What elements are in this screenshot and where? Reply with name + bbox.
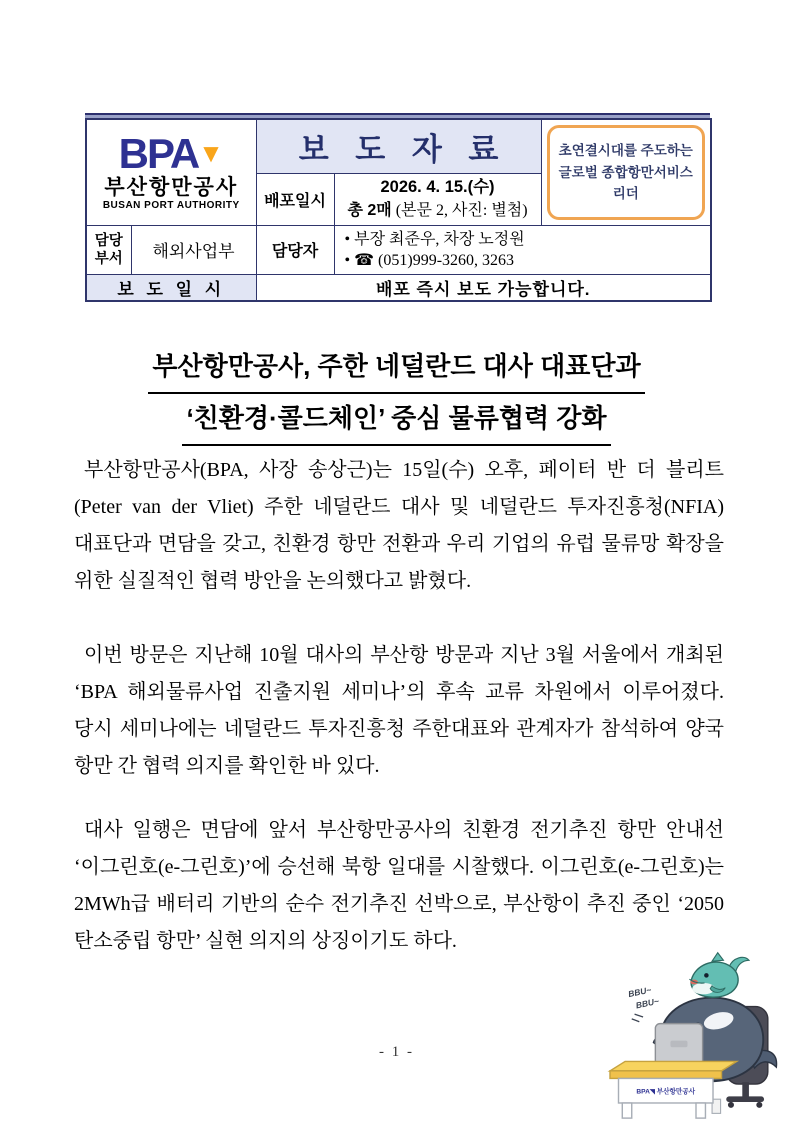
desk: [610, 1061, 737, 1118]
slogan-badge-cell: [541, 119, 711, 225]
header-table-block: [85, 113, 710, 302]
press-info-table: [85, 118, 712, 302]
laptop-logo-mark: [670, 1041, 687, 1048]
slogan-badge: [547, 125, 706, 220]
slogan-line1: 초연결시대를 주도하는: [558, 143, 693, 158]
release-pages: 총 2매 (본문 2, 사진: 별첨): [347, 202, 528, 220]
page-number: - 1 -: [379, 1044, 414, 1060]
title-line1: 부산항만공사, 주한 네덜란드 대사 대표단과: [148, 342, 644, 394]
contact-info: [334, 225, 711, 274]
contact-names: • 부장 최준우, 차장 노정원: [344, 230, 525, 248]
bpa-logo: [86, 119, 256, 225]
release-date: 2026. 4. 15.(수): [380, 178, 495, 197]
bpa-logo-triangle-icon: ▼: [198, 137, 224, 168]
report-time-label: 보 도 일 시: [86, 274, 256, 301]
doc-type-title: 보 도 자 료: [256, 119, 541, 173]
desk-leg-left: [622, 1103, 631, 1118]
document-title: [0, 342, 793, 446]
body-text: [74, 452, 724, 982]
department-value: 해외사업부: [131, 225, 256, 274]
slogan-line2: 글로벌 종합항만서비스 리더: [558, 164, 693, 202]
department-label: 담당 부서: [86, 225, 131, 274]
release-date-label: 배포일시: [256, 173, 334, 225]
paragraph-2: 이번 방문은 지난해 10월 대사의 부산항 방문과 지난 3월 서울에서 개최된 ‘BPA 해외물류사업 진출지원 세미나’의 후속 교류 차원에서 이루어졌다. 당시 세미나에는 네덜란드 투자진흥청 주한대표와 관계자가 참석하여 양국 항만 간 협력 의지를 확인한 바 있다.: [74, 644, 724, 777]
speech-bbu-1: BBU~: [627, 984, 653, 1000]
dolphin-dorsal-fin: [712, 953, 723, 962]
contact-phone: • ☎ (051)999-3260, 3263: [344, 251, 515, 269]
dolphin-eye: [704, 973, 709, 978]
title-line2: ‘친환경·콜드체인’ 중심 물류협력 강화: [182, 394, 610, 446]
desk-top: [610, 1061, 737, 1070]
report-time-value: 배포 즉시 보도 가능합니다.: [256, 274, 711, 301]
typing-motion-lines: [632, 1014, 643, 1022]
mascot-speech-text: [627, 984, 660, 1021]
paragraph-3: 대사 일행은 면담에 앞서 부산항만공사의 친환경 전기추진 항만 안내선 ‘이그린호(e-그린호)’에 승선해 북항 일대를 시찰했다. 이그린호(e-그린호)는 2MWh급 배터리 기반의 순수 전기추진 선박으로, 부산항이 추진 중인 ‘2050 탄소중립 항만’ 실현 의지의 상징이기도 하다.: [74, 819, 724, 952]
speech-bbu-2: BBU~: [634, 995, 660, 1011]
bpa-logo-korean-name: 부산항만공사: [104, 175, 239, 199]
desk-leg-right: [696, 1103, 705, 1118]
desk-bpa-logo-text: BPA◥ 부산항만공사: [636, 1088, 696, 1096]
bpa-logo-english-name: BUSAN PORT AUTHORITY: [102, 199, 240, 211]
release-date-value: [334, 173, 541, 225]
bpa-logo-acronym: BPA▼: [118, 129, 224, 177]
contact-label: 담당자: [256, 225, 334, 274]
mascot-illustration: [606, 948, 786, 1120]
dolphin-character: [689, 953, 749, 998]
paragraph-1: 부산항만공사(BPA, 사장 송상근)는 15일(수) 오후, 페이터 반 더 블리트(Peter van der Vliet) 주한 네덜란드 대사 및 네덜란드 투자진흥청(NFIA) 대표단과 면담을 갖고, 친환경 항만 전환과 우리 기업의 유럽 물류망 확장을 위한 실질적인 협력 방안을 논의했다고 밝혔다.: [74, 459, 724, 592]
